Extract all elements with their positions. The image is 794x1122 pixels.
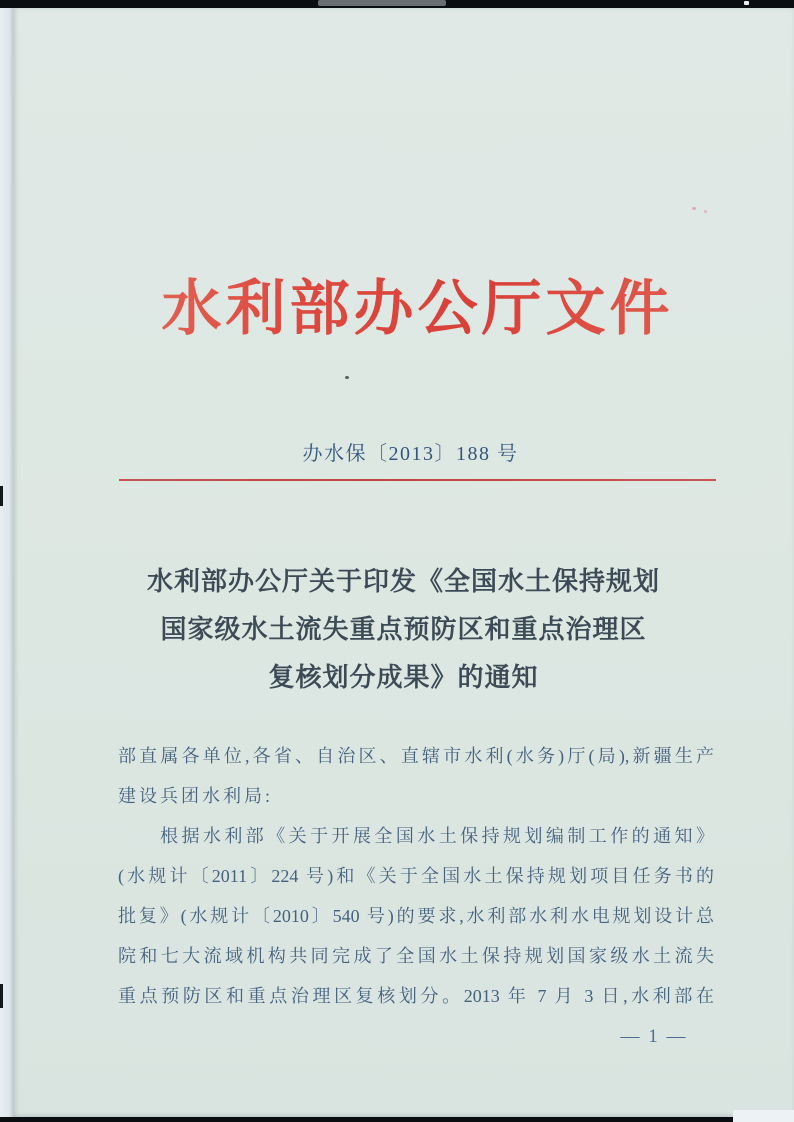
document-title-line: 水利部办公厅关于印发《全国水土保持规划 — [146, 567, 660, 596]
ink-dot-artifact — [345, 376, 349, 379]
body-line: 院和七大流域机构共同完成了全国水土保持规划国家级水土流失 — [118, 946, 714, 966]
document-body — [118, 736, 714, 1016]
scan-left-edge-mark — [0, 486, 3, 506]
scan-left-edge — [0, 8, 13, 1117]
pink-speck-artifact — [704, 210, 707, 213]
document-title-line: 复核划分成果》的通知 — [268, 663, 539, 692]
document-number: 办水保〔2013〕188 号 — [302, 443, 519, 465]
pink-speck-artifact — [692, 207, 696, 210]
page-number: — 1 — — [620, 1026, 688, 1047]
document-paper — [13, 8, 794, 1117]
document-title-line: 国家级水土流失重点预防区和重点治理区 — [160, 615, 647, 644]
scan-top-edge-artifact — [318, 0, 446, 6]
body-line: 重点预防区和重点治理区复核划分。2013 年 7 月 3 日,水利部在 — [118, 986, 714, 1006]
body-line: (水规计〔2011〕224 号)和《关于全国水土保持规划项目任务书的 — [118, 866, 714, 886]
scan-bottom-right-patch — [733, 1110, 794, 1122]
body-line: 根据水利部《关于开展全国水土保持规划编制工作的通知》 — [160, 826, 714, 846]
document-title — [105, 558, 702, 702]
body-line: 批复》(水规计〔2010〕540 号)的要求,水利部水利水电规划设计总 — [118, 906, 714, 926]
body-line: 部直属各单位,各省、自治区、直辖市水利(水务)厅(局),新疆生产 — [118, 746, 714, 766]
scan-left-edge-mark — [0, 984, 3, 1008]
scan-top-edge-speck — [744, 1, 749, 5]
body-line: 建设兵团水利局: — [118, 786, 274, 806]
agency-masthead-title: 水利部办公厅文件 — [13, 273, 794, 345]
red-divider-line — [119, 479, 716, 481]
